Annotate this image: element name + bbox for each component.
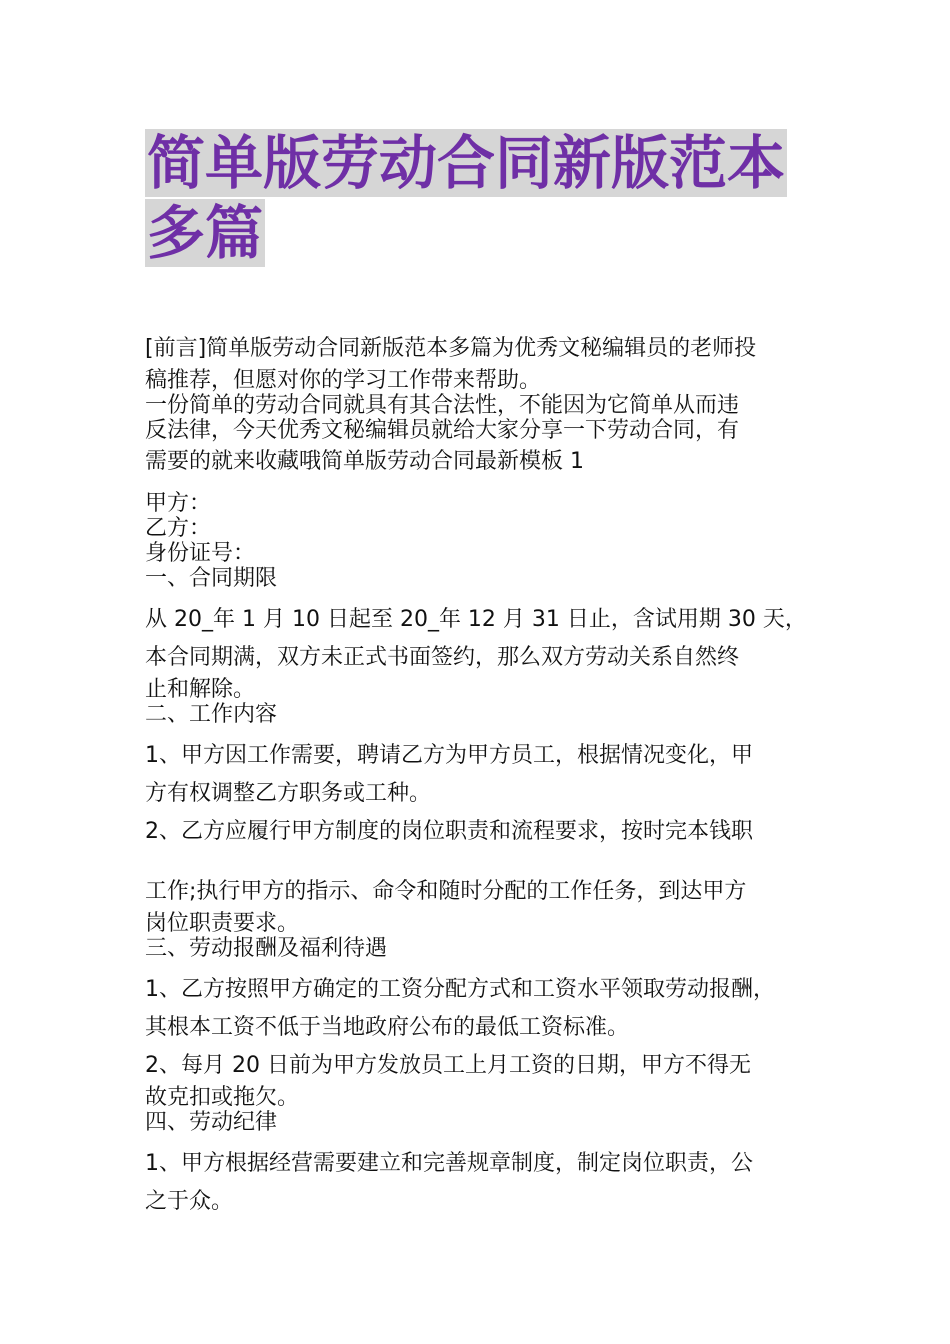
title-line-2: 多篇 bbox=[147, 199, 264, 267]
preface-line: 稿推荐，但愿对你的学习工作带来帮助。 bbox=[145, 368, 542, 393]
party-b-field: 乙方： bbox=[145, 516, 212, 541]
document-title bbox=[145, 128, 815, 268]
clause-line: 本合同期满，双方未正式书面签约，那么双方劳动关系自然终 bbox=[145, 645, 740, 670]
clause-line: 从 20_年 1 月 10 日起至 20_年 12 月 31 日止，含试用期 30 天， bbox=[145, 607, 807, 632]
clause-line: 止和解除。 bbox=[145, 677, 256, 702]
party-a-field: 甲方： bbox=[145, 491, 212, 516]
intro-line: 需要的就来收藏哦简单版劳动合同最新模板 1 bbox=[145, 449, 584, 474]
clause-line: 之于众。 bbox=[145, 1189, 234, 1214]
clause-line: 故克扣或拖欠。 bbox=[145, 1085, 300, 1110]
clause-line: 2、乙方应履行甲方制度的岗位职责和流程要求，按时完本钱职 bbox=[145, 819, 753, 844]
section-heading: 四、劳动纪律 bbox=[145, 1110, 278, 1135]
section-heading: 一、合同期限 bbox=[145, 566, 278, 591]
title-line-1: 简单版劳动合同新版范本 bbox=[147, 129, 786, 197]
section-heading: 三、劳动报酬及福利待遇 bbox=[145, 936, 388, 961]
clause-line: 1、甲方根据经营需要建立和完善规章制度，制定岗位职责，公 bbox=[145, 1151, 753, 1176]
intro-line: 一份简单的劳动合同就具有其合法性，不能因为它简单从而违 bbox=[145, 393, 740, 418]
clause-line: 方有权调整乙方职务或工种。 bbox=[145, 781, 432, 806]
section-heading: 二、工作内容 bbox=[145, 702, 278, 727]
clause-line: 2、每月 20 日前为甲方发放员工上月工资的日期，甲方不得无 bbox=[145, 1053, 751, 1078]
preface-line: [前言]简单版劳动合同新版范本多篇为优秀文秘编辑员的老师投 bbox=[145, 336, 757, 361]
intro-line: 反法律，今天优秀文秘编辑员就给大家分享一下劳动合同，有 bbox=[145, 418, 740, 443]
document-body bbox=[145, 330, 825, 1221]
clause-line: 1、乙方按照甲方确定的工资分配方式和工资水平领取劳动报酬， bbox=[145, 977, 775, 1002]
clause-line: 岗位职责要求。 bbox=[145, 911, 300, 936]
clause-line: 其根本工资不低于当地政府公布的最低工资标准。 bbox=[145, 1015, 630, 1040]
id-number-field: 身份证号： bbox=[145, 541, 256, 566]
clause-line: 工作;执行甲方的指示、命令和随时分配的工作任务，到达甲方 bbox=[145, 879, 747, 904]
clause-line: 1、甲方因工作需要，聘请乙方为甲方员工，根据情况变化，甲 bbox=[145, 743, 753, 768]
